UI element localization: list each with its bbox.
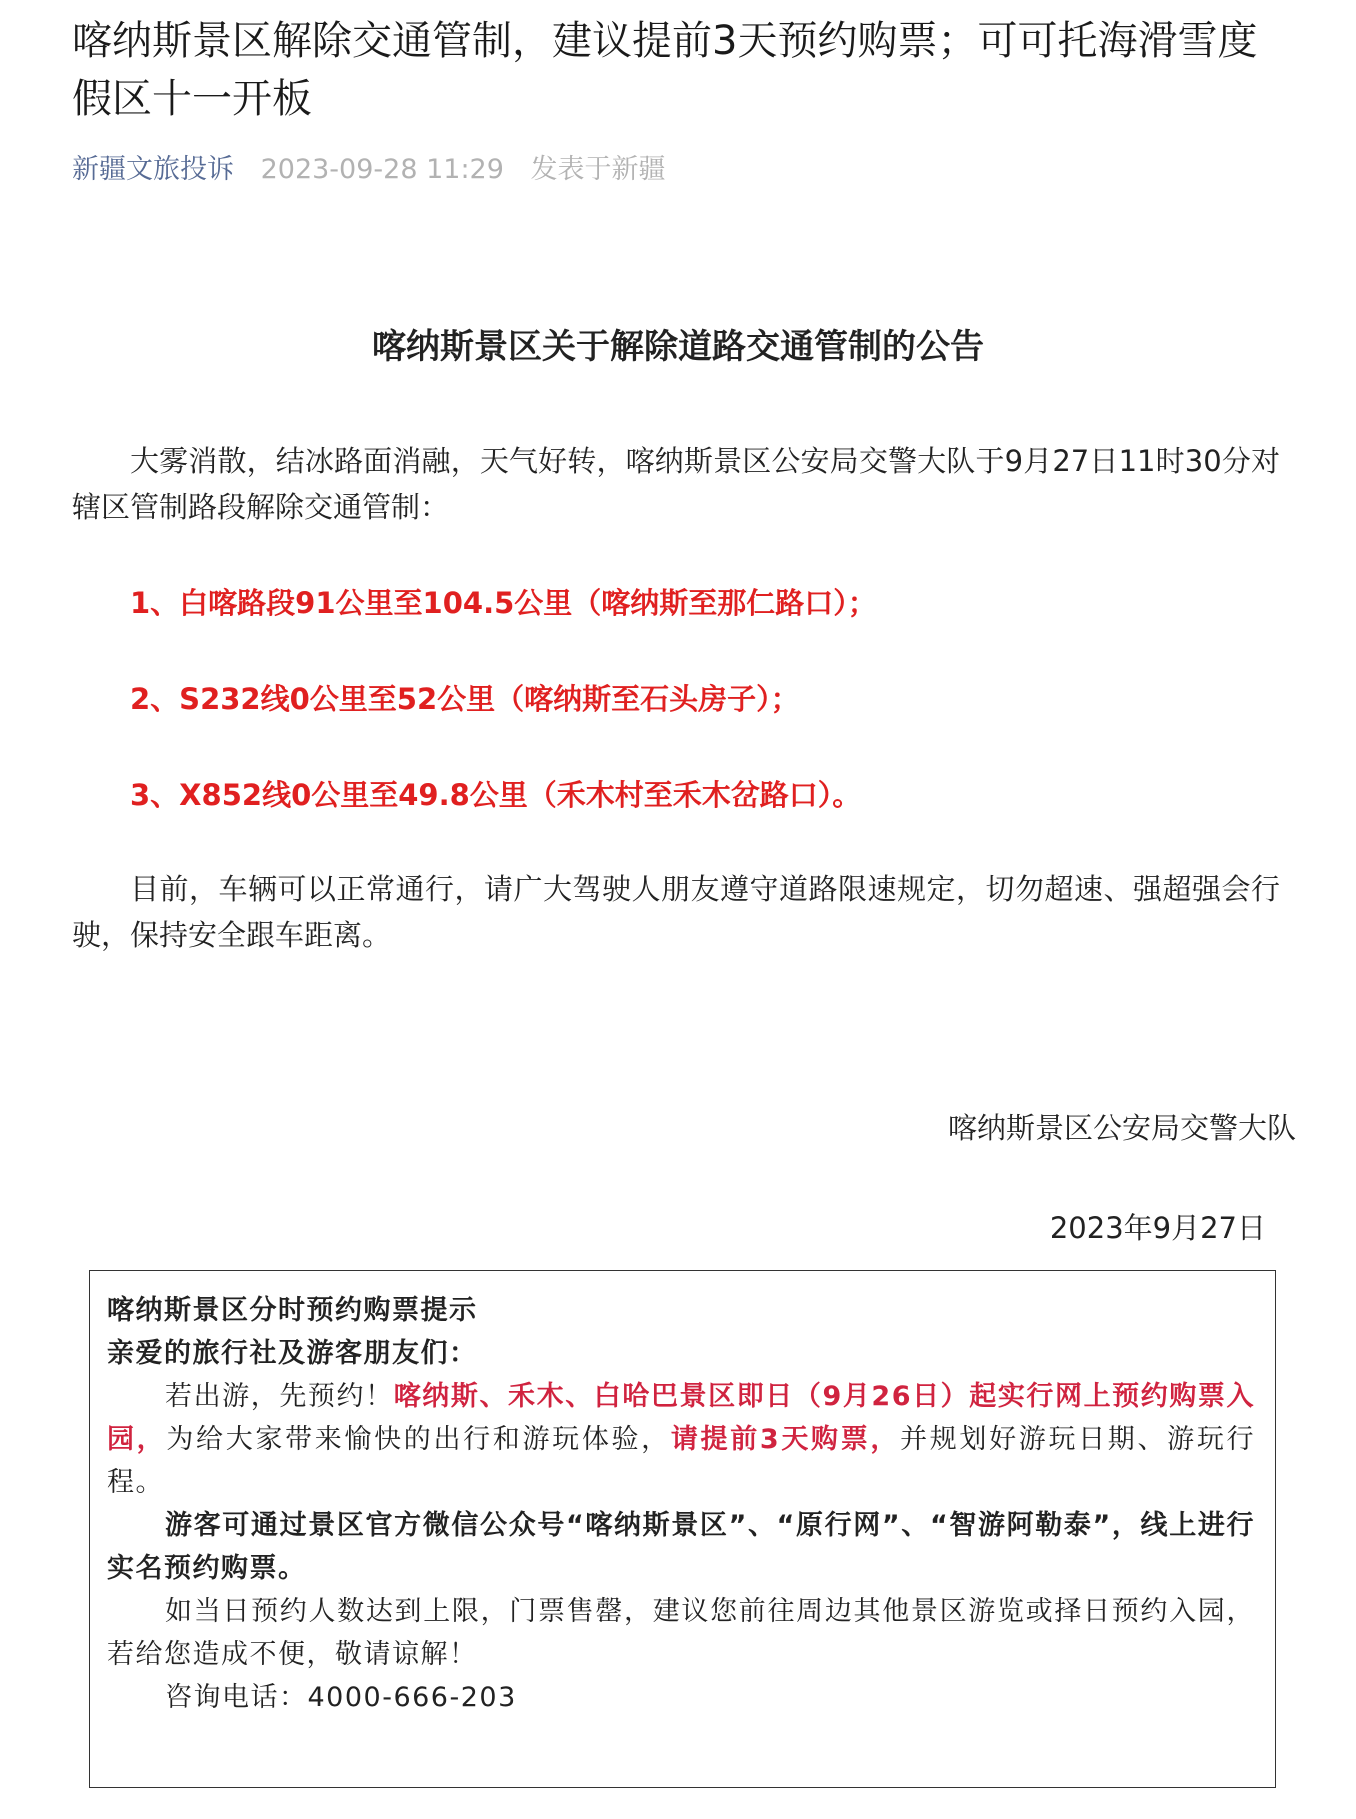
publish-time: 2023-09-28 11:29	[260, 154, 504, 185]
ticket-p1-highlight-1: 喀纳斯、禾木、白哈巴景区即日（9月26日）起实行网上预约购票入园，	[107, 1381, 1256, 1455]
ticket-greeting: 亲爱的旅行社及游客朋友们：	[107, 1338, 478, 1369]
ticket-phone: 咨询电话：4000-666-203	[165, 1682, 517, 1713]
ticket-paragraph-1	[107, 1375, 1255, 1504]
notice-signer: 喀纳斯景区公安局交警大队	[947, 1111, 1296, 1145]
ticket-p1-e: 并规划好游玩日期、游玩行程。	[107, 1424, 1256, 1498]
article-meta	[72, 150, 666, 190]
notice-title: 喀纳斯景区关于解除道路交通管制的公告	[372, 327, 984, 367]
ticket-box-title: 喀纳斯景区分时预约购票提示	[107, 1295, 478, 1326]
road-item-3: 3、X852线0公里至49.8公里（禾木村至禾木岔路口）。	[130, 778, 862, 812]
road-item-2: 2、S232线0公里至52公里（喀纳斯至石头房子）；	[130, 682, 800, 716]
ticket-paragraph-2: 游客可通过景区官方微信公众号“喀纳斯景区”、“原行网”、“智游阿勒泰”，线上进行实名预约购票。	[107, 1510, 1255, 1584]
road-item-1: 1、白喀路段91公里至104.5公里（喀纳斯至那仁路口）；	[130, 586, 877, 620]
notice-date: 2023年9月27日	[1049, 1211, 1266, 1245]
ticket-p1-a: 若出游，先预约！	[165, 1381, 394, 1412]
article-title: 喀纳斯景区解除交通管制，建议提前3天预约购票；可可托海滑雪度假区十一开板	[72, 18, 1258, 122]
author-link[interactable]: 新疆文旅投诉	[72, 154, 234, 185]
ticket-p1-highlight-2: 请提前3天购票，	[670, 1424, 901, 1455]
notice-intro: 大雾消散，结冰路面消融，天气好转，喀纳斯景区公安局交警大队于9月27日11时30分对辖区管制路段解除交通管制：	[72, 444, 1280, 524]
notice-closing: 目前，车辆可以正常通行，请广大驾驶人朋友遵守道路限速规定，切勿超速、强超强会行驶，保持安全跟车距离。	[72, 872, 1280, 952]
publish-location: 发表于新疆	[530, 154, 666, 185]
ticket-notice-box	[89, 1270, 1276, 1788]
ticket-p1-c: 为给大家带来愉快的出行和游玩体验，	[166, 1424, 671, 1455]
ticket-paragraph-3: 如当日预约人数达到上限，门票售罄，建议您前往周边其他景区游览或择日预约入园，若给您造成不便，敬请谅解！	[107, 1596, 1255, 1670]
